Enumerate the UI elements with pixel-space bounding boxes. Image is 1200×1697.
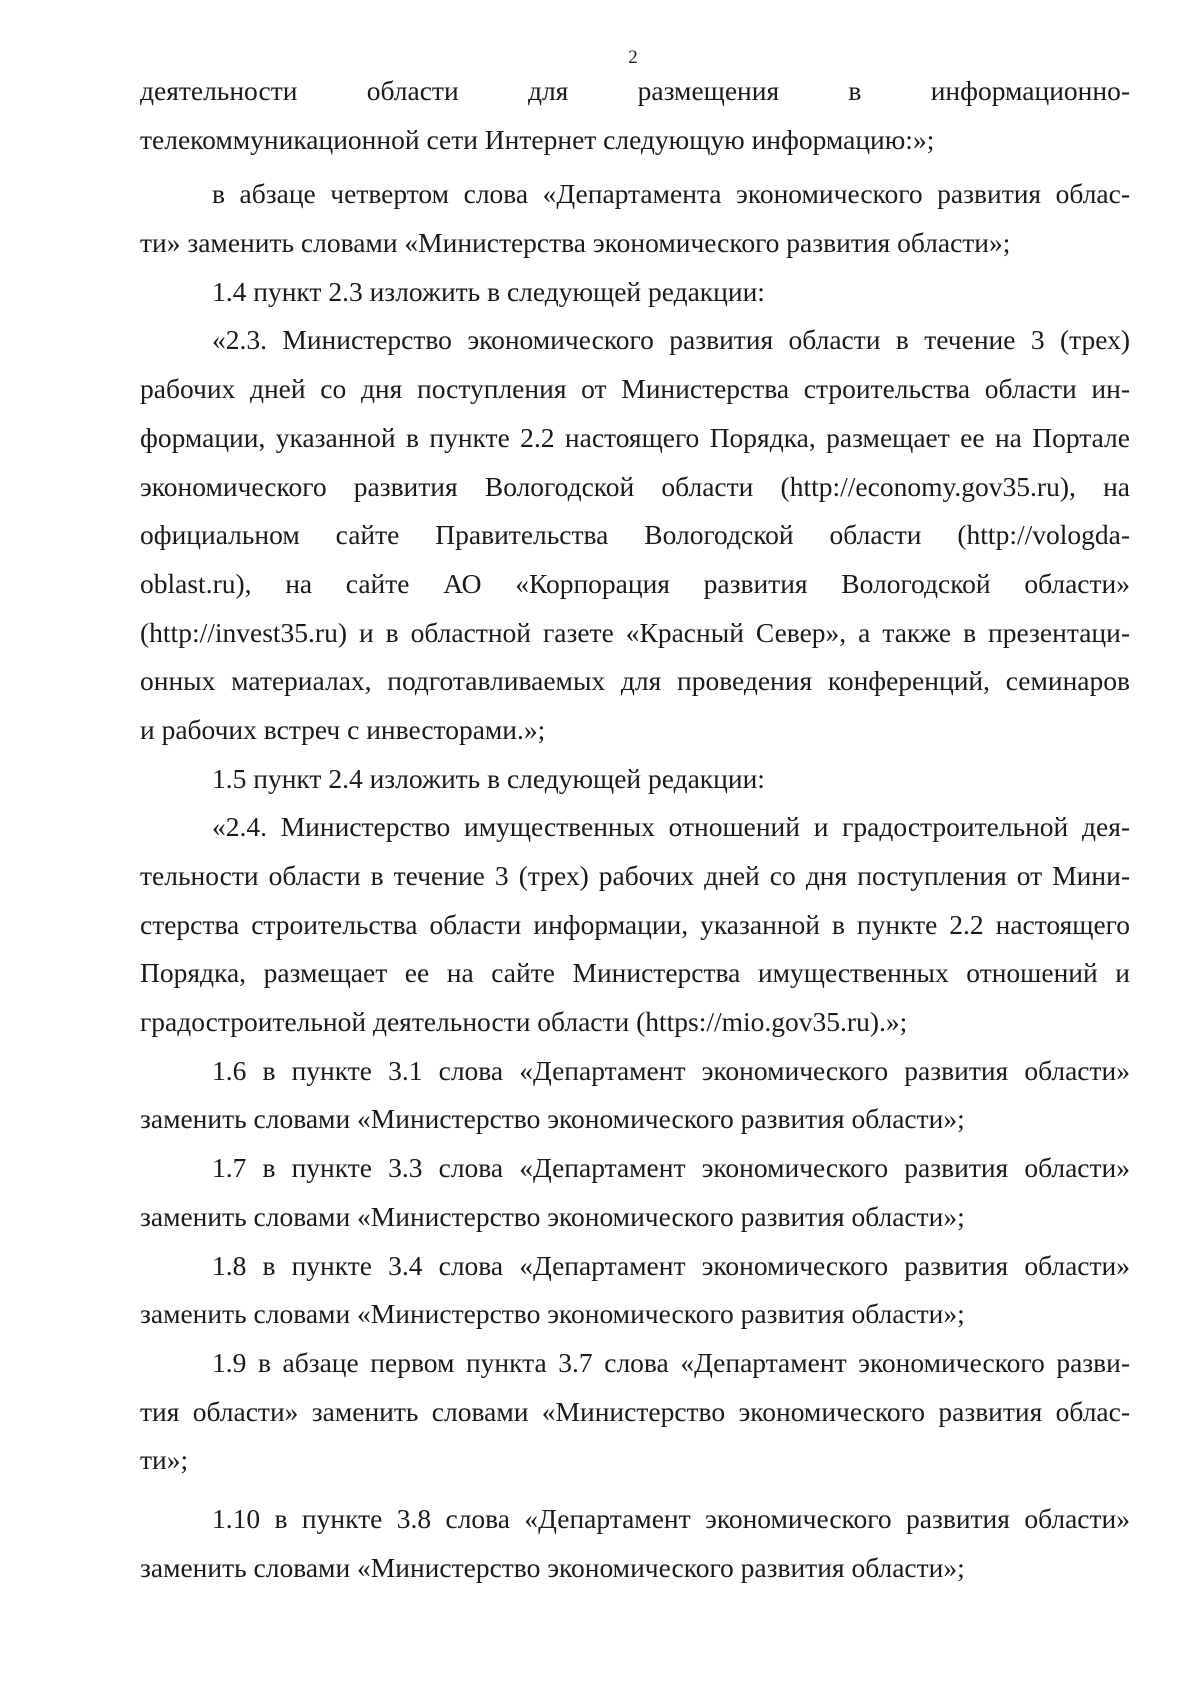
text-line: официальном сайте Правительства Вологодской области (http://vologda- xyxy=(140,519,1130,551)
text-line: «2.3. Министерство экономического развития области в течение 3 (трех) xyxy=(212,324,1130,356)
text-line: 1.6 в пункте 3.1 слова «Департамент экономического развития области» xyxy=(212,1054,1130,1086)
text-line: ти»; xyxy=(140,1444,189,1476)
text-line: онных материалах, подготавливаемых для проведения конференций, семинаров xyxy=(140,665,1130,697)
text-line: «2.4. Министерство имущественных отношений и градостроительной дея- xyxy=(212,811,1130,843)
text-line: рабочих дней со дня поступления от Министерства строительства области ин- xyxy=(140,373,1130,405)
text-line: и рабочих встреч с инвесторами.»; xyxy=(140,713,546,745)
page-number: 2 xyxy=(628,47,638,68)
text-line: телекоммуникационной сети Интернет следующую информацию:»; xyxy=(140,123,935,155)
text-line: формации, указанной в пункте 2.2 настоящего Порядка, размещает ее на Портале xyxy=(140,421,1130,453)
text-line: заменить словами «Министерство экономического развития области»; xyxy=(140,1298,965,1330)
text-line: тия области» заменить словами «Министерство экономического развития облас- xyxy=(140,1395,1130,1427)
text-line: 1.8 в пункте 3.4 слова «Департамент экономического развития области» xyxy=(212,1249,1130,1281)
text-line: экономического развития Вологодской области (http://economy.gov35.ru), на xyxy=(140,470,1130,502)
text-line: 1.4 пункт 2.3 изложить в следующей редакции: xyxy=(212,275,765,307)
text-line: ти» заменить словами «Министерства экономического развития области»; xyxy=(140,227,1011,259)
text-line: тельности области в течение 3 (трех) рабочих дней со дня поступления от Мини- xyxy=(140,860,1130,891)
text-line: 1.10 в пункте 3.8 слова «Департамент экономического развития области» xyxy=(212,1502,1130,1534)
text-line: (http://invest35.ru) и в областной газете «Красный Север», а также в презентаци- xyxy=(140,616,1130,648)
text-line: 1.7 в пункте 3.3 слова «Департамент экономического развития области» xyxy=(212,1152,1130,1184)
text-line: 1.5 пункт 2.4 изложить в следующей редакции: xyxy=(212,762,765,794)
text-line: стерства строительства области информации, указанной в пункте 2.2 настоящего xyxy=(140,908,1130,940)
text-line: заменить словами «Министерство экономического развития области»; xyxy=(140,1551,965,1583)
document-body xyxy=(140,67,1130,1592)
text-line: градостроительной деятельности области (https://mio.gov35.ru).»; xyxy=(140,1006,908,1038)
text-line: заменить словами «Министерство экономического развития области»; xyxy=(140,1103,965,1135)
text-line: oblast.ru), на сайте АО «Корпорация развития Вологодской области» xyxy=(140,567,1130,599)
text-line: в абзаце четвертом слова «Департамента экономического развития облас- xyxy=(212,178,1130,210)
text-line: заменить словами «Министерство экономического развития области»; xyxy=(140,1200,965,1232)
text-line: Порядка, размещает ее на сайте Министерства имущественных отношений и xyxy=(140,957,1130,989)
text-line: 1.9 в абзаце первом пункта 3.7 слова «Департамент экономического разви- xyxy=(212,1346,1130,1378)
text-line: деятельности области для размещения в информационно- xyxy=(140,75,1130,106)
